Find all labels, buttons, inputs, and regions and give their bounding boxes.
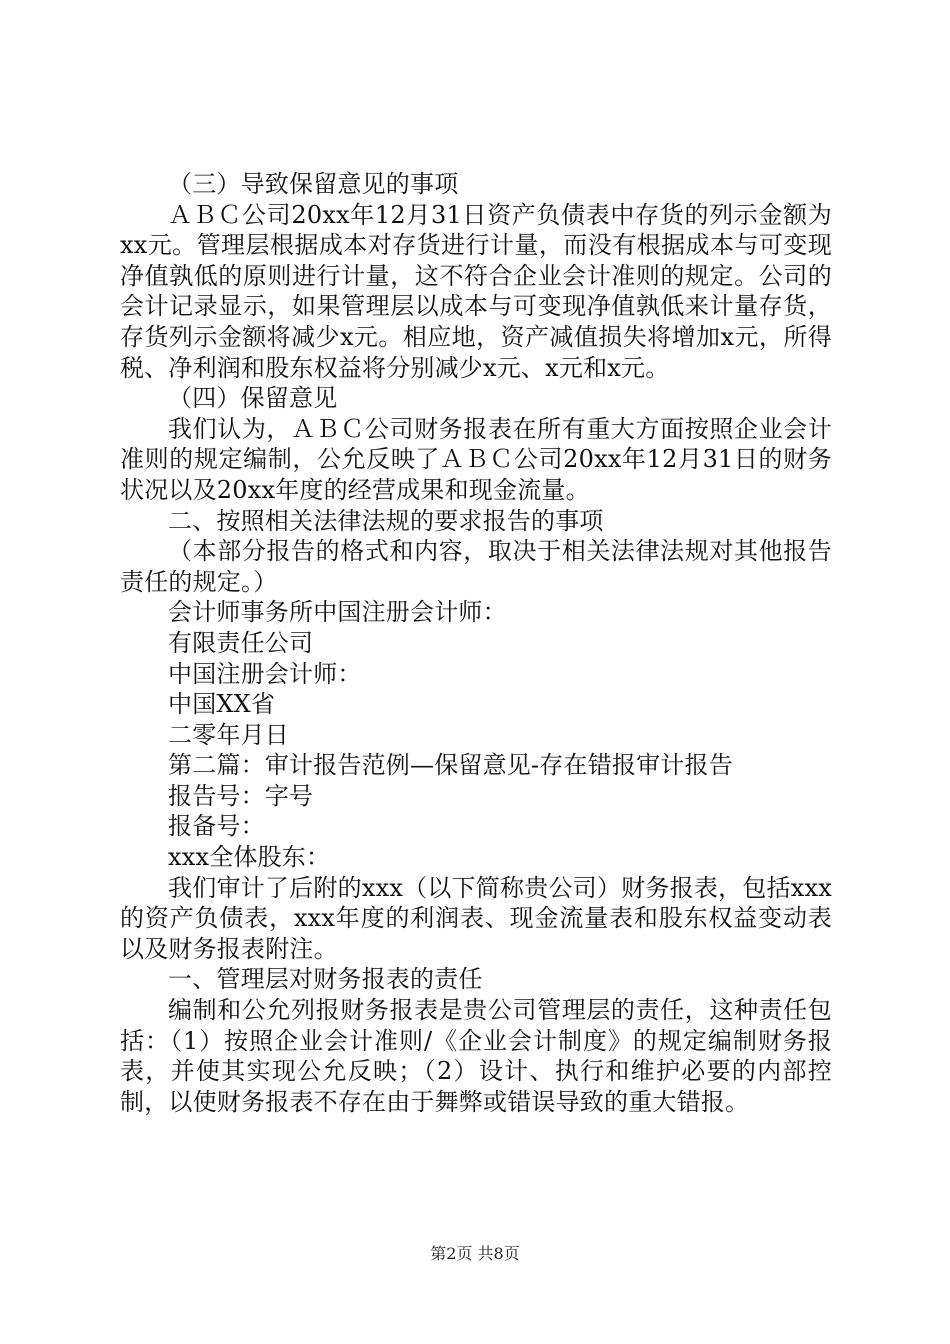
paragraph-opinion: 我们认为，ＡＢＣ公司财务报表在所有重大方面按照企业会计准则的规定编制，公允反映了ＡＢＣ公司20xx年12月31日的财务状况以及20xx年度的经营成果和现金流量。 bbox=[120, 414, 832, 504]
chapter-title: 第二篇：审计报告范例—保留意见-存在错报审计报告 bbox=[168, 751, 733, 780]
document-body bbox=[120, 169, 832, 1117]
paragraph-legal-note: （本部分报告的格式和内容，取决于相关法律法规对其他报告责任的规定。） bbox=[120, 537, 832, 596]
paragraph-management-responsibility: 编制和公允列报财务报表是贵公司管理层的责任，这种责任包括：（1）按照企业会计准则/《企业会计制度》的规定编制财务报表，并使其实现公允反映；（2）设计、执行和维护必要的内部控制，以使财务报表不存在由于舞弊或错误导致的重大错报。 bbox=[120, 996, 832, 1116]
report-number: 报告号：字号 bbox=[168, 781, 314, 810]
section-heading-qualified-opinion: （四）保留意见 bbox=[168, 384, 338, 413]
addressee: xxx全体股东： bbox=[168, 843, 331, 872]
page-footer: 第2页 共8页 bbox=[430, 1244, 520, 1263]
paragraph-inventory-misstatement: ＡＢＣ公司20xx年12月31日资产负债表中存货的列示金额为xx元。管理层根据成本对存货进行计量，而没有根据成本与可变现净值孰低的原则进行计量，这不符合企业会计准则的规定。公司的会计记录显示，如果管理层以成本与可变现净值孰低来计量存货，存货列示金额将减少x元。相应地，资产减值损失将增加x元，所得税、净利润和股东权益将分别减少x元、x元和x元。 bbox=[120, 200, 832, 382]
section-heading-qualification-basis: （三）导致保留意见的事项 bbox=[168, 170, 459, 198]
signature-line-date: 二零年月日 bbox=[168, 720, 289, 749]
signature-line-location: 中国XX省 bbox=[168, 690, 276, 719]
signature-line-company: 有限责任公司 bbox=[168, 628, 314, 657]
signature-line-firm: 会计师事务所中国注册会计师： bbox=[168, 598, 507, 627]
signature-line-cpa: 中国注册会计师： bbox=[168, 659, 362, 688]
filing-number: 报备号： bbox=[168, 812, 265, 841]
section-heading-management-responsibility: 一、管理层对财务报表的责任 bbox=[168, 965, 483, 994]
section-heading-legal-requirements: 二、按照相关法律法规的要求报告的事项 bbox=[168, 506, 604, 535]
paragraph-audit-scope: 我们审计了后附的xxx（以下简称贵公司）财务报表，包括xxx的资产负债表，xxx年度的利润表、现金流量表和股东权益变动表以及财务报表附注。 bbox=[120, 873, 832, 963]
